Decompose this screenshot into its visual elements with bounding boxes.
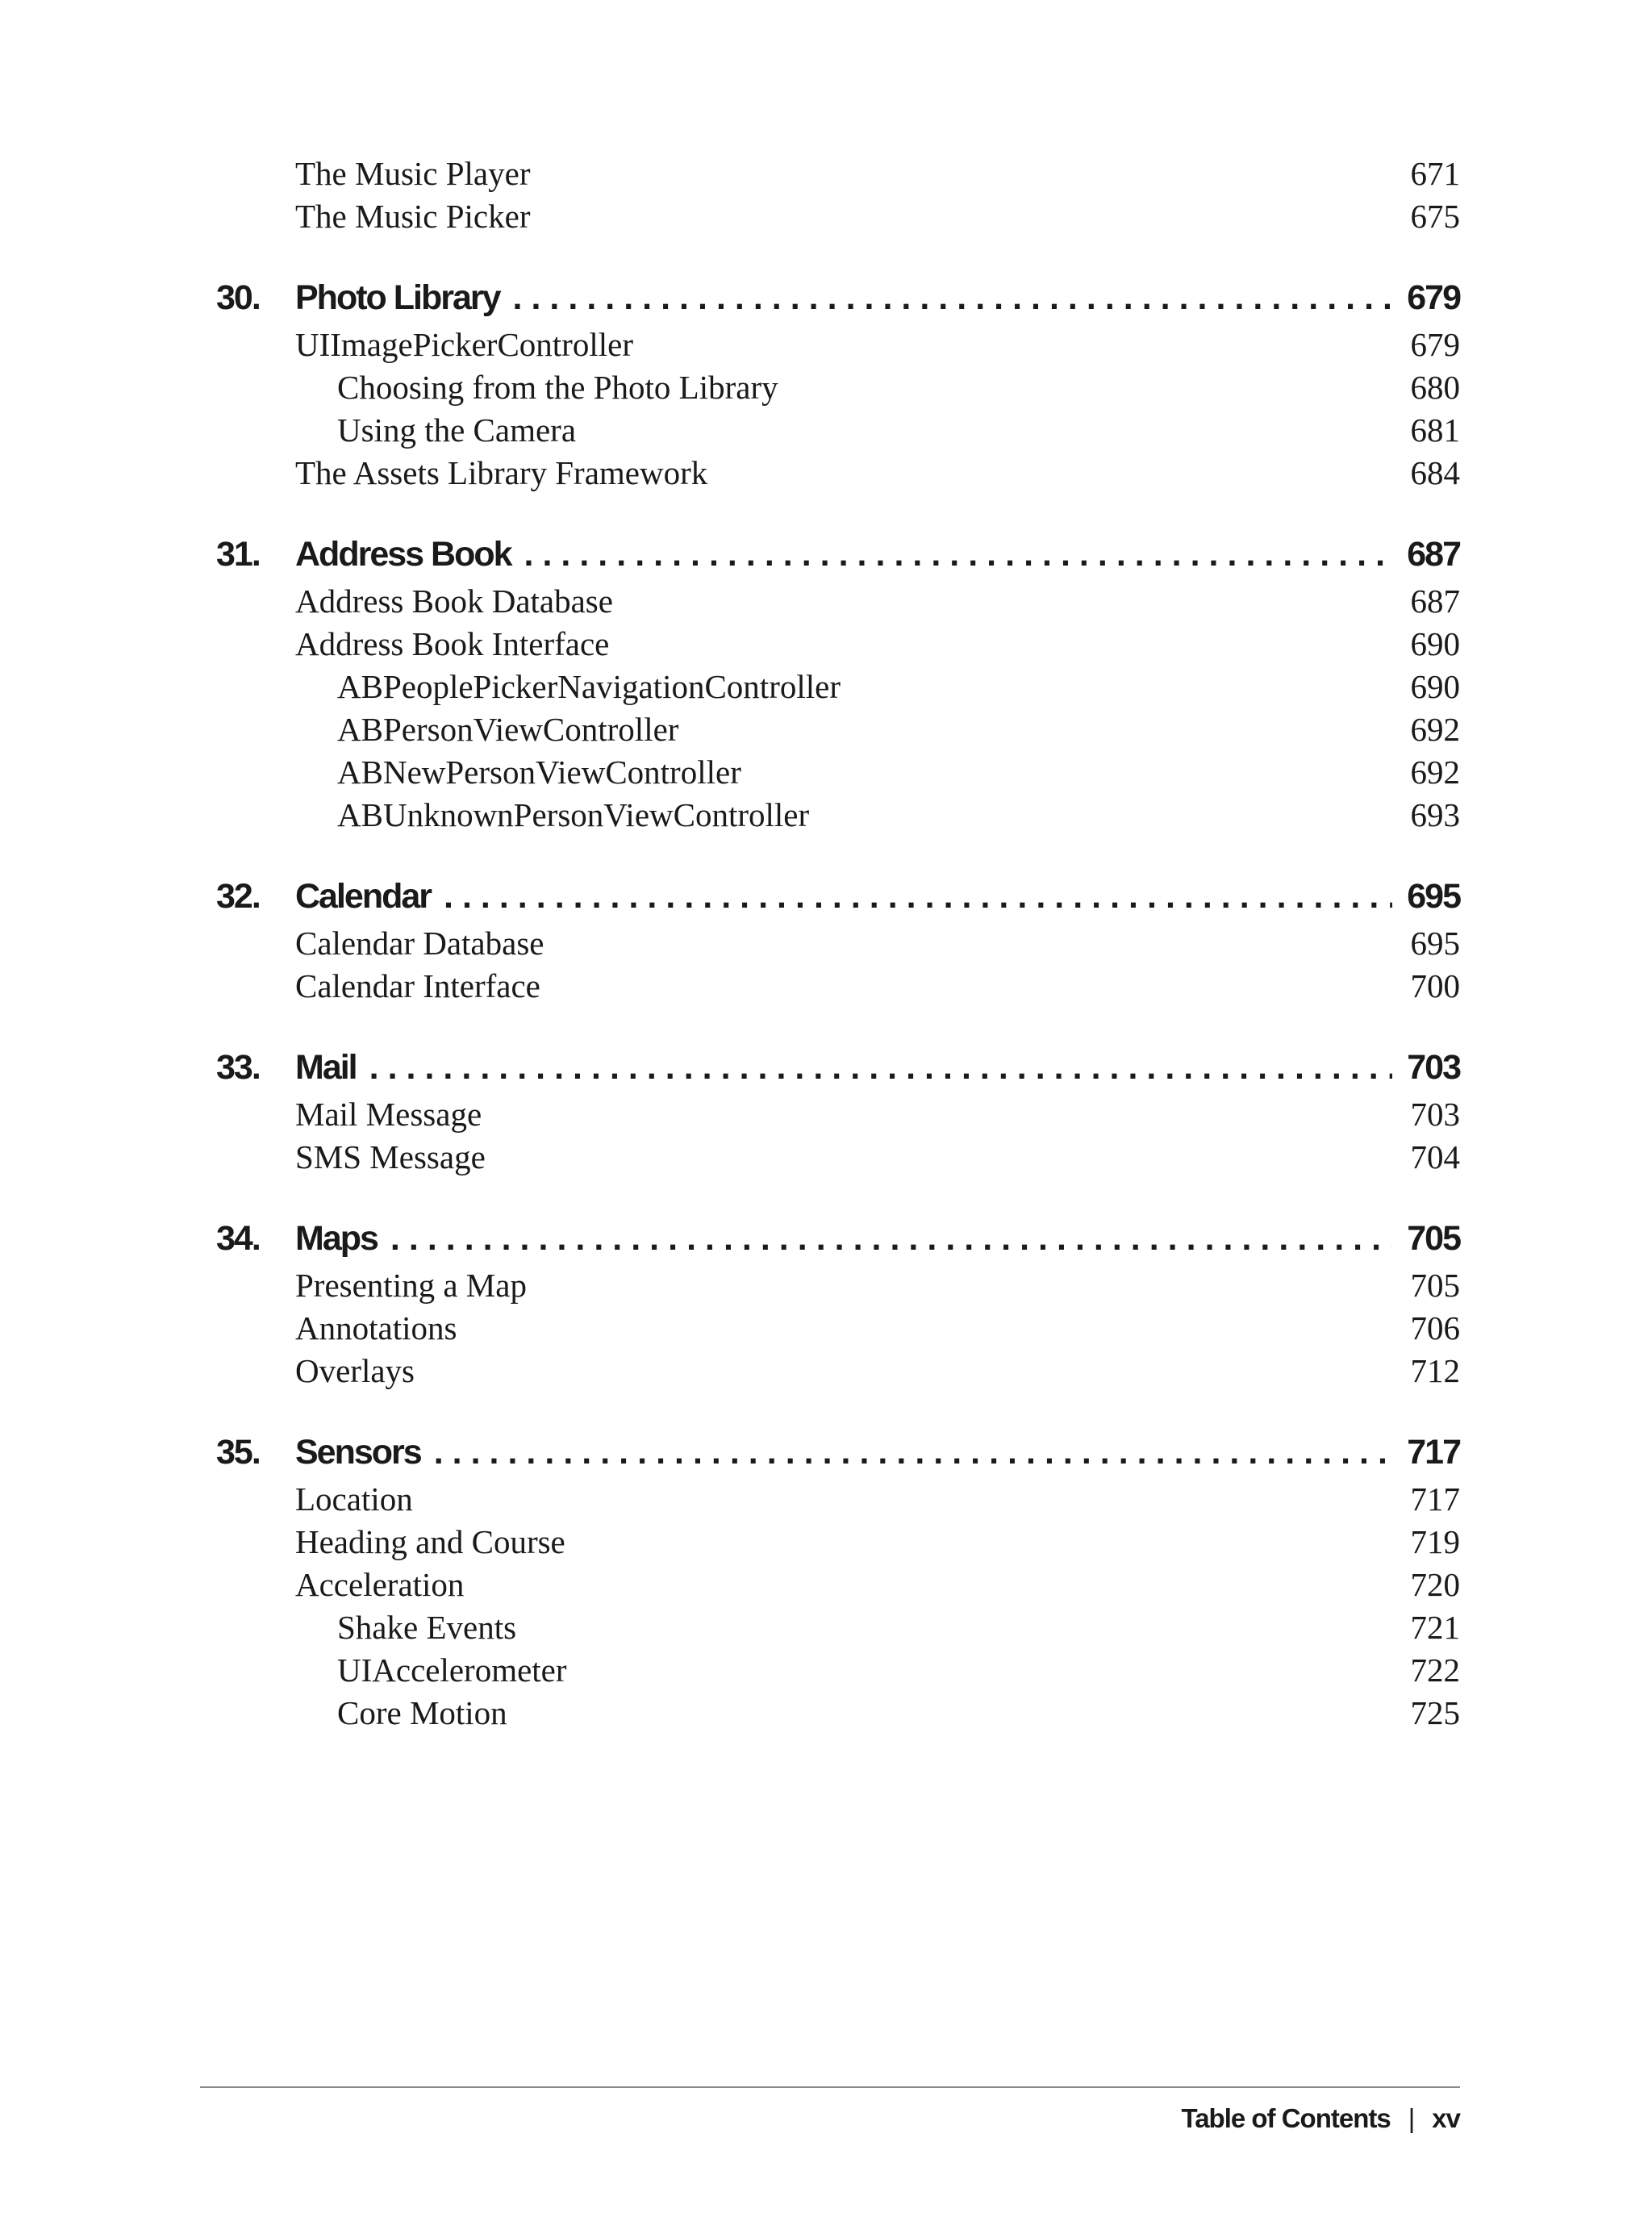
entry-page-number: 721 — [1410, 1608, 1460, 1646]
chapter-page-number: 695 — [1407, 876, 1460, 916]
chapter-heading[interactable] — [216, 1213, 1460, 1263]
chapter-number: 32. — [216, 876, 260, 916]
toc-entry[interactable] — [216, 579, 1460, 622]
entry-page-number: 692 — [1410, 753, 1460, 791]
entry-title: The Assets Library Framework — [295, 453, 708, 491]
entry-page-number: 693 — [1410, 795, 1460, 833]
entry-title: Acceleration — [295, 1565, 465, 1603]
entry-title: Annotations — [295, 1309, 457, 1347]
toc-subentry[interactable] — [216, 1648, 1460, 1691]
toc-subentry[interactable] — [216, 793, 1460, 836]
toc-entry[interactable] — [216, 1263, 1460, 1306]
chapter-heading[interactable] — [216, 1042, 1460, 1092]
entry-page-number: 712 — [1410, 1351, 1460, 1389]
toc-subentry[interactable] — [216, 1605, 1460, 1648]
chapter-heading[interactable] — [216, 1427, 1460, 1477]
entry-title: ABPersonViewController — [337, 710, 679, 748]
toc-entry[interactable] — [216, 964, 1460, 1007]
toc-entry[interactable] — [216, 323, 1460, 365]
entry-title: Address Book Interface — [295, 624, 610, 662]
footer-divider — [200, 2086, 1460, 2088]
entry-page-number: 722 — [1410, 1651, 1460, 1689]
entry-title: Presenting a Map — [295, 1266, 527, 1304]
page-footer — [1181, 2096, 1460, 2141]
entry-title: Overlays — [295, 1351, 415, 1389]
toc-section — [216, 152, 1460, 237]
chapter-title: Address Book — [295, 534, 511, 574]
entry-title: Mail Message — [295, 1095, 482, 1133]
toc-entry[interactable] — [216, 1092, 1460, 1135]
entry-page-number: 675 — [1410, 197, 1460, 235]
toc-entry[interactable] — [216, 451, 1460, 494]
toc-entry[interactable] — [216, 152, 1460, 194]
chapter-title: Sensors — [295, 1432, 421, 1472]
dot-leader — [369, 1046, 1393, 1088]
toc-section — [216, 871, 1460, 1007]
table-of-contents — [216, 152, 1460, 1734]
chapter-title: Calendar — [295, 876, 432, 916]
chapter-number: 34. — [216, 1218, 260, 1258]
entry-page-number: 680 — [1410, 368, 1460, 406]
chapter-heading[interactable] — [216, 871, 1460, 921]
entry-page-number: 720 — [1410, 1565, 1460, 1603]
toc-entry[interactable] — [216, 1306, 1460, 1349]
chapter-page-number: 705 — [1407, 1218, 1460, 1258]
entry-title: Choosing from the Photo Library — [337, 368, 778, 406]
toc-subentry[interactable] — [216, 708, 1460, 750]
chapter-page-number: 717 — [1407, 1432, 1460, 1472]
entry-page-number: 692 — [1410, 710, 1460, 748]
entry-page-number: 690 — [1410, 624, 1460, 662]
entry-title: Address Book Database — [295, 582, 613, 620]
chapter-number: 35. — [216, 1432, 260, 1472]
toc-subentry[interactable] — [216, 1691, 1460, 1734]
dot-leader — [390, 1217, 1392, 1259]
entry-page-number: 690 — [1410, 667, 1460, 705]
entry-page-number: 671 — [1410, 154, 1460, 192]
dot-leader — [434, 1431, 1393, 1473]
dot-leader — [524, 533, 1393, 575]
toc-subentry[interactable] — [216, 665, 1460, 708]
chapter-page-number: 687 — [1407, 534, 1460, 574]
entry-title: UIAccelerometer — [337, 1651, 567, 1689]
toc-entry[interactable] — [216, 1520, 1460, 1563]
toc-entry[interactable] — [216, 194, 1460, 237]
chapter-heading[interactable] — [216, 273, 1460, 323]
toc-entry[interactable] — [216, 1563, 1460, 1605]
entry-page-number: 687 — [1410, 582, 1460, 620]
toc-section — [216, 1427, 1460, 1734]
entry-page-number: 681 — [1410, 411, 1460, 449]
toc-entry[interactable] — [216, 921, 1460, 964]
entry-title: Core Motion — [337, 1693, 507, 1731]
chapter-page-number: 679 — [1407, 278, 1460, 317]
entry-page-number: 695 — [1410, 924, 1460, 962]
toc-section — [216, 1042, 1460, 1178]
entry-title: Using the Camera — [337, 411, 577, 449]
entry-page-number: 703 — [1410, 1095, 1460, 1133]
chapter-number: 31. — [216, 534, 260, 574]
entry-page-number: 706 — [1410, 1309, 1460, 1347]
entry-page-number: 725 — [1410, 1693, 1460, 1731]
toc-subentry[interactable] — [216, 750, 1460, 793]
chapter-title: Maps — [295, 1218, 378, 1258]
chapter-page-number: 703 — [1407, 1047, 1460, 1087]
chapter-number: 33. — [216, 1047, 260, 1087]
entry-title: UIImagePickerController — [295, 325, 633, 363]
toc-section — [216, 273, 1460, 494]
toc-subentry[interactable] — [216, 408, 1460, 451]
entry-page-number: 717 — [1410, 1480, 1460, 1518]
chapter-number: 30. — [216, 278, 260, 317]
chapter-title: Photo Library — [295, 278, 500, 317]
entry-title: SMS Message — [295, 1138, 486, 1175]
chapter-heading[interactable] — [216, 529, 1460, 579]
entry-title: Shake Events — [337, 1608, 517, 1646]
toc-section — [216, 529, 1460, 836]
entry-page-number: 700 — [1410, 967, 1460, 1004]
footer-separator: | — [1408, 2103, 1415, 2133]
entry-title: Calendar Interface — [295, 967, 540, 1004]
entry-title: ABPeoplePickerNavigationController — [337, 667, 841, 705]
entry-title: The Music Picker — [295, 197, 531, 235]
entry-title: The Music Player — [295, 154, 531, 192]
toc-section — [216, 1213, 1460, 1392]
entry-page-number: 679 — [1410, 325, 1460, 363]
toc-subentry[interactable] — [216, 365, 1460, 408]
toc-entry[interactable] — [216, 1135, 1460, 1178]
footer-page-number: xv — [1432, 2103, 1460, 2133]
footer-label: Table of Contents — [1181, 2103, 1391, 2133]
toc-entry[interactable] — [216, 1477, 1460, 1520]
entry-title: ABUnknownPersonViewController — [337, 795, 810, 833]
entry-page-number: 719 — [1410, 1522, 1460, 1560]
entry-title: Calendar Database — [295, 924, 544, 962]
entry-title: ABNewPersonViewController — [337, 753, 741, 791]
entry-title: Location — [295, 1480, 413, 1518]
entry-page-number: 684 — [1410, 453, 1460, 491]
toc-entry[interactable] — [216, 1349, 1460, 1392]
dot-leader — [444, 875, 1392, 917]
entry-title: Heading and Course — [295, 1522, 565, 1560]
entry-page-number: 705 — [1410, 1266, 1460, 1304]
chapter-title: Mail — [295, 1047, 357, 1087]
entry-page-number: 704 — [1410, 1138, 1460, 1175]
dot-leader — [513, 277, 1393, 319]
toc-entry[interactable] — [216, 622, 1460, 665]
